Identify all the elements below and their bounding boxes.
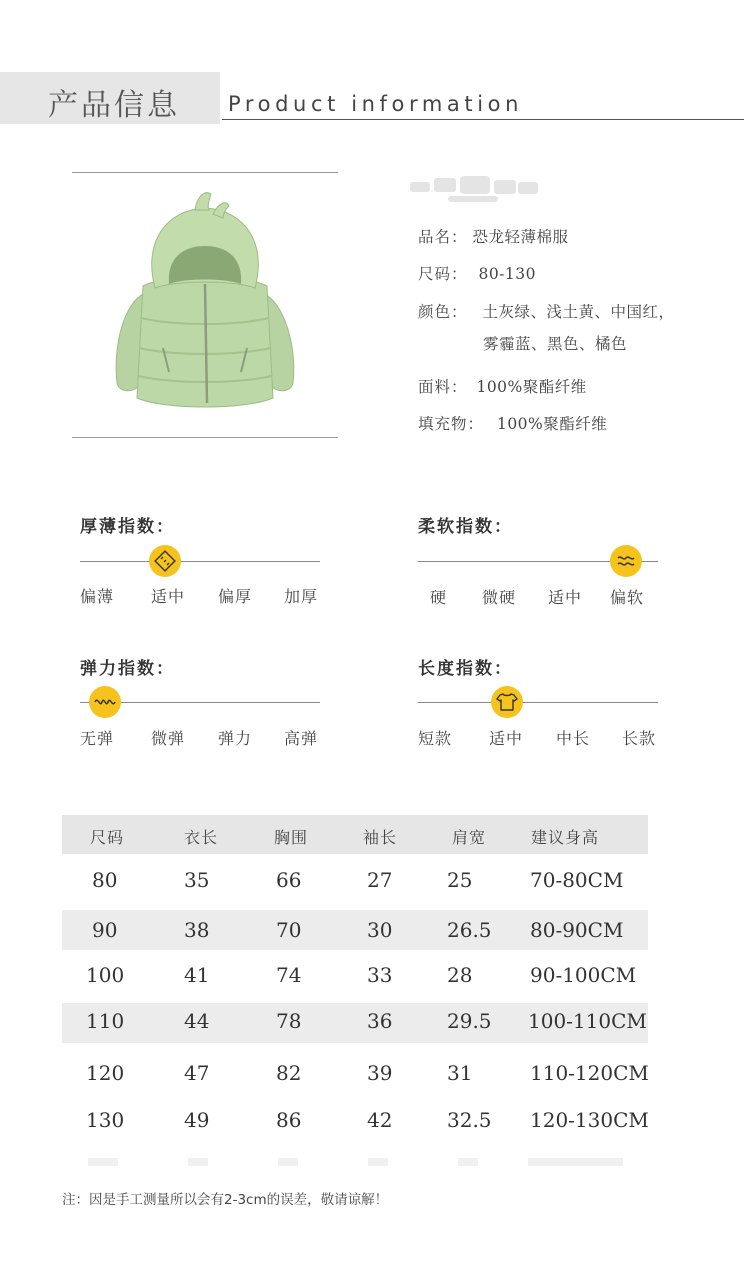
- table-cell: 82: [276, 1061, 302, 1085]
- table-cell: 47: [184, 1061, 210, 1085]
- softness-index-title: 柔软指数：: [418, 517, 513, 537]
- info-label: 面料：: [418, 378, 468, 396]
- info-value: 100%聚酯纤维: [476, 378, 587, 396]
- table-cell: 78: [276, 1009, 302, 1033]
- thickness-option: 偏薄: [80, 587, 115, 606]
- length-option: 长款: [622, 729, 657, 748]
- table-cell: 120: [86, 1061, 125, 1085]
- table-cell: 74: [276, 963, 302, 987]
- section-title-cn: 产品信息: [48, 88, 180, 123]
- table-header-cell: 尺码: [90, 828, 125, 847]
- table-cell: 41: [184, 963, 210, 987]
- info-label: 填充物：: [418, 415, 485, 433]
- product-image: [105, 188, 305, 417]
- table-cell: 120-130CM: [530, 1108, 649, 1132]
- table-header-cell: 衣长: [184, 828, 219, 847]
- table-cell: 70: [276, 918, 302, 942]
- header-divider: [222, 119, 744, 120]
- ruler-icon: [149, 545, 181, 577]
- info-value: 80-130: [478, 265, 536, 283]
- table-cell: 39: [367, 1061, 393, 1085]
- info-size: [418, 262, 536, 284]
- wave-icon: [610, 545, 642, 577]
- info-name: [418, 225, 568, 247]
- info-value: 雾霾蓝、黑色、橘色: [483, 335, 628, 353]
- table-cell: 49: [184, 1108, 210, 1132]
- image-bottom-divider: [72, 437, 338, 438]
- info-label: 尺码：: [418, 265, 468, 283]
- table-cell: 100: [86, 963, 125, 987]
- thickness-option: 加厚: [284, 587, 319, 606]
- section-title-en: Product information: [228, 92, 524, 116]
- info-label: 品名：: [418, 228, 468, 246]
- table-header-cell: 肩宽: [452, 828, 487, 847]
- table-cell: 26.5: [447, 918, 492, 942]
- spring-icon: [89, 686, 121, 718]
- length-option: 短款: [418, 729, 453, 748]
- table-cell: 66: [276, 868, 302, 892]
- table-cell: 33: [367, 963, 393, 987]
- table-cell: 32.5: [447, 1108, 492, 1132]
- length-scale-line: [418, 702, 658, 703]
- table-cell: 30: [367, 918, 393, 942]
- thickness-option: 偏厚: [218, 587, 253, 606]
- info-color: [418, 300, 674, 322]
- info-value: 100%聚酯纤维: [496, 415, 608, 433]
- table-cell: 110: [86, 1009, 125, 1033]
- table-header-cell: 袖长: [363, 828, 398, 847]
- softness-option: 微硬: [482, 588, 517, 607]
- thickness-index-title: 厚薄指数：: [80, 517, 175, 537]
- info-color-continued: [483, 332, 627, 354]
- elasticity-option-selected: 无弹: [80, 729, 115, 748]
- table-cell: 90-100CM: [530, 963, 637, 987]
- length-option: 中长: [556, 729, 591, 748]
- length-option-selected: 适中: [489, 729, 524, 748]
- softness-option-selected: 偏软: [610, 588, 645, 607]
- faded-row-remnant: [88, 1156, 628, 1168]
- table-cell: 28: [447, 963, 473, 987]
- table-cell: 110-120CM: [530, 1061, 649, 1085]
- info-label: 颜色：: [418, 303, 468, 321]
- softness-option: 适中: [548, 588, 583, 607]
- table-cell: 38: [184, 918, 210, 942]
- info-value: 土灰绿、浅土黄、中国红，: [482, 303, 675, 321]
- table-cell: 86: [276, 1108, 302, 1132]
- elasticity-index-title: 弹力指数：: [80, 659, 175, 679]
- table-cell: 29.5: [447, 1009, 492, 1033]
- thickness-option-selected: 适中: [151, 587, 186, 606]
- length-index-title: 长度指数：: [418, 659, 513, 679]
- table-cell: 44: [184, 1009, 210, 1033]
- measurement-note: 注：因是手工测量所以会有2-3cm的误差，敬请谅解！: [62, 1192, 389, 1208]
- image-top-divider: [72, 172, 338, 173]
- brand-watermark: [408, 172, 542, 208]
- table-cell: 36: [367, 1009, 393, 1033]
- softness-option: 硬: [430, 588, 448, 607]
- table-cell: 70-80CM: [530, 868, 624, 892]
- info-value: 恐龙轻薄棉服: [472, 228, 569, 246]
- thickness-scale-line: [80, 561, 320, 562]
- table-cell: 130: [86, 1108, 125, 1132]
- table-cell: 25: [447, 868, 473, 892]
- table-cell: 90: [92, 918, 118, 942]
- info-filling: [418, 412, 607, 434]
- table-cell: 80: [92, 868, 118, 892]
- table-header-cell: 建议身高: [531, 828, 600, 847]
- table-cell: 31: [447, 1061, 473, 1085]
- table-cell: 27: [367, 868, 393, 892]
- tshirt-icon: [491, 686, 523, 718]
- table-cell: 35: [184, 868, 210, 892]
- elasticity-option: 微弹: [151, 729, 186, 748]
- elasticity-option: 高弹: [284, 729, 319, 748]
- table-header-cell: 胸围: [274, 828, 309, 847]
- elasticity-option: 弹力: [218, 729, 253, 748]
- info-fabric: [418, 375, 587, 397]
- table-cell: 100-110CM: [528, 1009, 647, 1033]
- table-cell: 80-90CM: [530, 918, 624, 942]
- table-cell: 42: [367, 1108, 393, 1132]
